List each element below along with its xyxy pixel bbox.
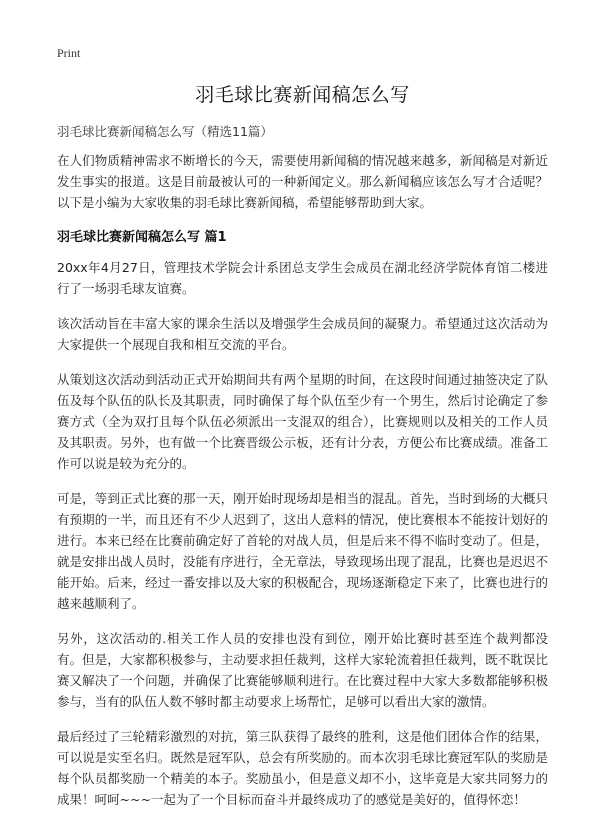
body-paragraph: 可是，等到正式比赛的那一天，刚开始时现场却是相当的混乱。首先，当时到场的大概只有预期的一半，而且还有不少人迟到了，这出人意料的情况，使比赛根本不能按计划好的进行。本来已经在比赛前确定好了首轮的对战人员，但是后来不得不临时变动了。但是，就是安排出战人员时，没能有序进行，全无章法，导致现场出现了混乱，比赛也是迟迟不能开始。后来，经过一番安排以及大家的积极配合，现场逐渐稳定下来了，比赛也进行的越来越顺利了。 [57, 491, 548, 611]
body-paragraph: 另外，这次活动的.相关工作人员的安排也没有到位，刚开始比赛时甚至连个裁判都没有。但是，大家都积极参与，主动要求担任裁判，这样大家轮流着担任裁判，既不耽误比赛又解决了一个问题，并确保了比赛能够顺利进行。在比赛过程中大家大多数都能够积极参与，当有的队伍人数不够时都主动要求上场帮忙，足够可以看出大家的激情。 [57, 631, 548, 709]
body-paragraph: 20xx年4月27日，管理技术学院会计系团总支学生会成员在湖北经济学院体育馆二楼进行了一场羽毛球友谊赛。 [57, 260, 548, 296]
body-paragraph: 该次活动旨在丰富大家的课余生活以及增强学生会成员间的凝聚力。希望通过这次活动为大家提供一个展现自我和相互交流的平台。 [57, 316, 548, 352]
intro-paragraph: 在人们物质精神需求不断增长的今天，需要使用新闻稿的情况越来越多，新闻稿是对新近发生事实的报道。这是目前最被认可的一种新闻定义。那么新闻稿应该怎么写才合适呢？以下是小编为大家收集的羽毛球比赛新闻稿，希望能够帮助到大家。 [57, 153, 548, 210]
section-heading: 羽毛球比赛新闻稿怎么写 篇1 [57, 230, 227, 245]
article-body [57, 150, 548, 824]
body-paragraph: 从策划这次活动到活动正式开始期间共有两个星期的时间，在这段时间通过抽签决定了队伍及每个队伍的队长及其职责，同时确保了每个队伍至少有一个男生，然后讨论确定了参赛方式（全为双打且每个队伍必须派出一支混双的组合），比赛规则以及相关的工作人员及其职责。另外，也有做一个比赛晋级公示板，还有计分表，方便公布比赛成绩。准备工作可以说是较为充分的。 [57, 372, 548, 471]
article-subtitle: 羽毛球比赛新闻稿怎么写（精选11篇） [57, 124, 273, 139]
print-link[interactable]: Print [57, 46, 81, 60]
body-paragraph: 最后经过了三轮精彩激烈的对抗，第三队获得了最终的胜利，这是他们团体合作的结果，可以说是实至名归。既然是冠军队，总会有所奖励的。而本次羽毛球比赛冠军队的奖励是每个队员都奖励一个精美的本子。奖励虽小，但是意义却不小，这毕竟是大家共同努力的成果！呵呵~~~一起为了一个目标而奋斗并最终成功了的感觉是美好的，值得怀恋！ [57, 729, 548, 807]
page-title: 羽毛球比赛新闻稿怎么写 [195, 84, 410, 106]
